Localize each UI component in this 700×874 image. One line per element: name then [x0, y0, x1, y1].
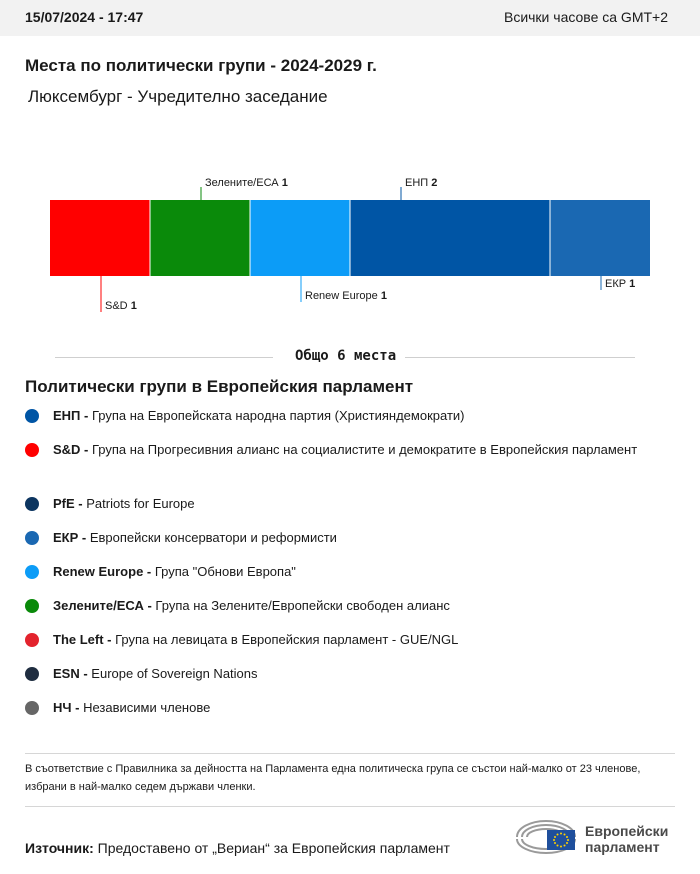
legend-abbreviation: Зелените/ЕСА - [53, 598, 156, 613]
segment-label-name: ЕНП [405, 177, 432, 189]
segment-label-name: Зелените/ЕСА [205, 177, 282, 189]
segment-label [305, 290, 387, 302]
segment-label-name: S&D [105, 300, 131, 312]
legend-text [53, 441, 653, 459]
legend-abbreviation: ЕКР - [53, 530, 90, 545]
legend-description: Група на Зелените/Европейски свободен алианс [155, 598, 450, 613]
legend-description: Група на Европейската народна партия (Християндемократи) [91, 408, 465, 423]
logo-text-line2: парламент [585, 839, 660, 855]
segment-label-name: Renew Europe [305, 290, 381, 302]
source-line [25, 840, 450, 856]
segment-label [105, 300, 137, 312]
seat-bar-chart [0, 160, 700, 330]
legend-description: Patriots for Europe [86, 496, 195, 511]
chart-title: Места по политически групи - 2024-2029 г. [25, 56, 377, 75]
source-text: Предоставено от „Вериан“ за Европейския парламент [97, 840, 450, 856]
total-divider-right [405, 357, 635, 358]
chart-subtitle: Люксембург - Учредително заседание [28, 87, 328, 106]
legend-color-dot [25, 633, 39, 647]
bar-segment [250, 200, 350, 276]
segment-label [605, 278, 635, 290]
legend-description: Група на Прогресивния алианс на социалистите и демократите в Европейския парламент [92, 442, 638, 457]
total-seats: Общо 6 места [295, 348, 397, 364]
legend-abbreviation: The Left - [53, 632, 116, 647]
timestamp: 15/07/2024 - 17:47 [25, 9, 144, 25]
total-seats-row [55, 347, 635, 369]
source-label: Източник: [25, 840, 94, 856]
legend-color-dot [25, 565, 39, 579]
total-divider-left [55, 357, 273, 358]
legend-description: Група "Обнови Европа" [154, 564, 296, 579]
footnote: В съответствие с Правилника за дейността на Парламента една политическа група се състои най-малко от 23 членове, избрани в най-малко седем държави членки. [25, 763, 641, 793]
bar-segment [550, 200, 650, 276]
legend-description: Europe of Sovereign Nations [91, 666, 258, 681]
legend-text [53, 563, 653, 581]
top-bar [0, 0, 700, 36]
segment-label [405, 177, 437, 189]
legend-text [53, 597, 653, 615]
legend-color-dot [25, 497, 39, 511]
footnote-divider-bottom [25, 806, 675, 807]
legend-text [53, 665, 653, 683]
timezone-note: Всички часове са GMT+2 [503, 9, 668, 25]
segment-label-value: 1 [629, 278, 636, 290]
legend-color-dot [25, 409, 39, 423]
footnote-divider-top [25, 753, 675, 754]
legend-text [53, 631, 653, 649]
legend-color-dot [25, 701, 39, 715]
legend-color-dot [25, 667, 39, 681]
legend-text [53, 407, 653, 425]
legend-abbreviation: ESN - [53, 666, 92, 681]
legend-text [53, 529, 653, 547]
segment-label-value: 2 [431, 177, 438, 189]
bar-segment [350, 200, 550, 276]
legend-abbreviation: Renew Europe - [53, 564, 155, 579]
logo-text-line1: Европейски [585, 823, 669, 839]
legend-abbreviation: S&D - [53, 442, 92, 457]
legend-abbreviation: ЕНП - [53, 408, 92, 423]
legend-description: Група на левицата в Европейския парламент - GUE/NGL [115, 632, 459, 647]
legend-text [53, 699, 653, 717]
legend-abbreviation: PfE - [53, 496, 87, 511]
parliament-emblem-icon [513, 815, 579, 857]
legend-title: Политически групи в Европейския парламент [25, 377, 414, 396]
segment-label [205, 177, 288, 189]
bar-segment [50, 200, 150, 276]
logo-text [585, 823, 685, 855]
segment-label-value: 1 [380, 290, 387, 302]
bar-segment [150, 200, 250, 276]
european-parliament-logo [513, 815, 683, 857]
segment-label-value: 1 [281, 177, 288, 189]
segment-label-value: 1 [130, 300, 137, 312]
legend-text [53, 495, 653, 513]
legend-color-dot [25, 443, 39, 457]
legend-description: Независими членове [83, 700, 211, 715]
segment-label-name: ЕКР [605, 278, 630, 290]
legend-description: Европейски консерватори и реформисти [89, 530, 337, 545]
legend-abbreviation: НЧ - [53, 700, 84, 715]
legend-color-dot [25, 599, 39, 613]
legend-color-dot [25, 531, 39, 545]
